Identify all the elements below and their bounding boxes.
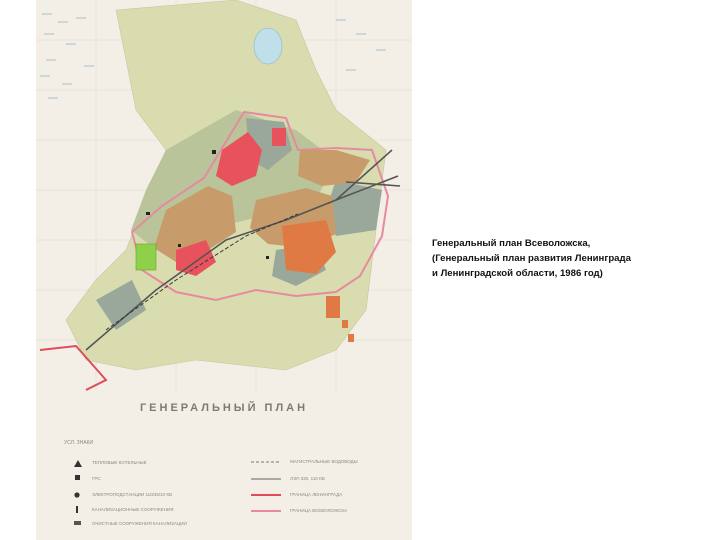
legend-item-label: МАГИСТРАЛЬНЫЕ ВОДОВОДЫ (290, 459, 358, 464)
legend-item-label: ГРАНИЦА ЛЕНИНГРАДА (290, 492, 343, 497)
legend-caption: УСЛ. ЗНАКИ (64, 440, 94, 446)
legend-item-label: ОЧИСТНЫЕ СООРУЖЕНИЯ КАНАЛИЗАЦИИ (92, 521, 187, 526)
legend-item-label: ТЕПЛОВЫЕ КОТЕЛЬНЫЕ (92, 460, 147, 465)
caption-line: (Генеральный план развития Ленинграда (432, 253, 631, 264)
legend-item-label: ГРАНИЦА ВСЕВОЛОЖСКА (290, 508, 347, 513)
caption-line: Генеральный план Всеволожска, (432, 238, 591, 249)
legend-item-label: ЭЛЕКТРОПОДСТАНЦИИ 110/35/10 КВ (92, 492, 173, 497)
slide-caption (432, 236, 712, 281)
general-plan-map (36, 0, 412, 540)
map-title: ГЕНЕРАЛЬНЫЙ ПЛАН (139, 402, 309, 414)
map-legend (36, 0, 412, 540)
legend-item-label: ГРС (92, 476, 101, 481)
legend-item-label: ЛЭП 330, 110 КВ (290, 476, 325, 481)
caption-line: и Ленинградской области, 1986 год) (432, 268, 603, 279)
legend-item-label: КАНАЛИЗАЦИОННЫЕ СООРУЖЕНИЯ (92, 507, 174, 512)
